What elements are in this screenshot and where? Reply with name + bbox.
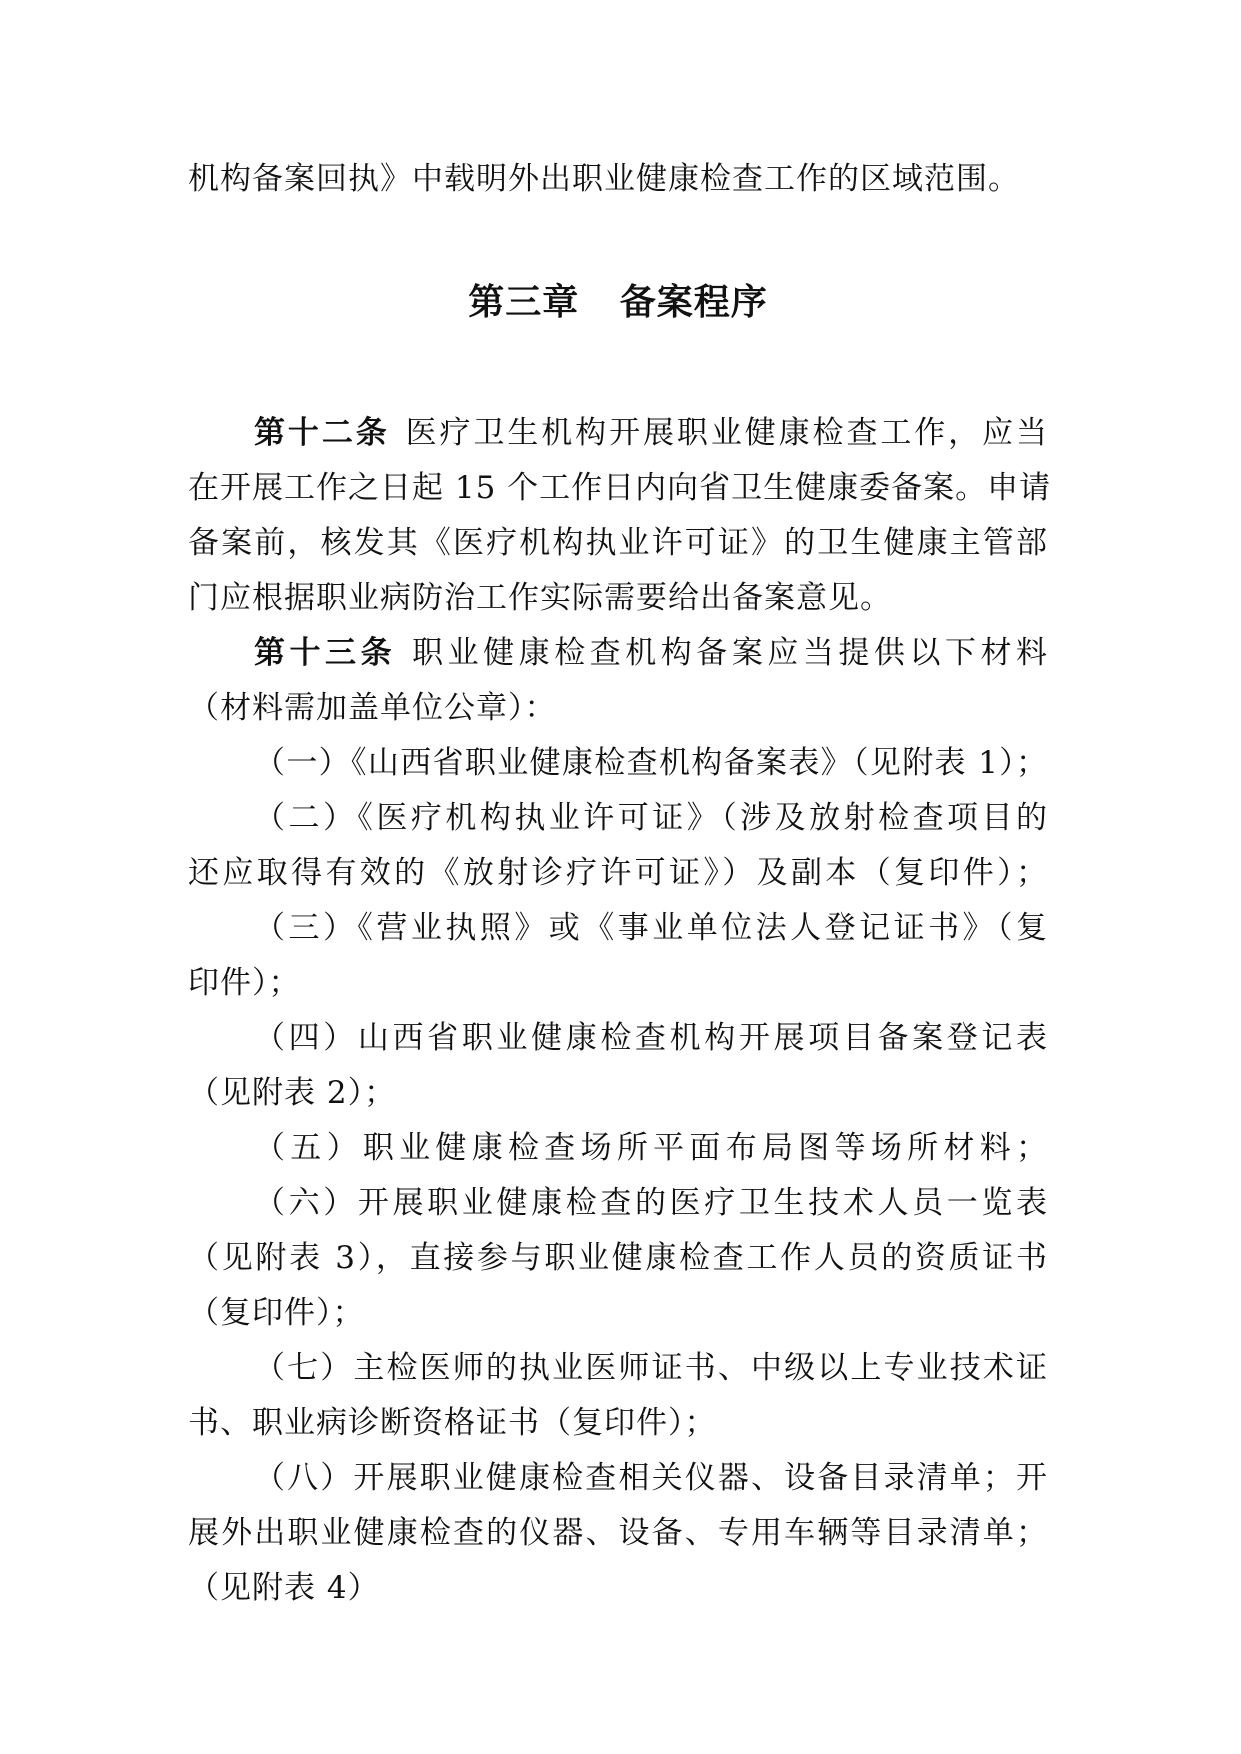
item-6-line-3: （复印件）； [188, 1295, 365, 1331]
article-12-line-4: 门应根据职业病防治工作实际需要给出备案意见。 [188, 580, 892, 616]
item-7-line-1: （七）主检医师的执业医师证书、中级以上专业技术证 [254, 1350, 1048, 1386]
article-12-line-2: 在开展工作之日起 15 个工作日内向省卫生健康委备案。申请 [188, 470, 1052, 506]
article-12-line-3: 备案前，核发其《医疗机构执业许可证》的卫生健康主管部 [188, 525, 1048, 561]
item-4-line-1: （四）山西省职业健康检查机构开展项目备案登记表 [254, 1020, 1048, 1056]
item-2-line-2: 还应取得有效的《放射诊疗许可证》）及副本（复印件）； [188, 855, 1048, 891]
article-12-number: 第十二条 [254, 415, 390, 451]
article-13-line-1 [188, 626, 1048, 681]
item-8-line-2: 展外出职业健康检查的仪器、设备、专用车辆等目录清单； [188, 1515, 1048, 1551]
item-1-line-1: （一）《山西省职业健康检查机构备案表》（见附表 1）； [254, 745, 1048, 781]
item-4-line-2: （见附表 2）； [188, 1075, 397, 1111]
item-5-line-1: （五）职业健康检查场所平面布局图等场所材料； [254, 1130, 1048, 1166]
item-8-line-3: （见附表 4） [188, 1570, 380, 1606]
article-12-text-1: 医疗卫生机构开展职业健康检查工作，应当 [405, 415, 1049, 451]
item-3-line-1: （三）《营业执照》或《事业单位法人登记证书》（复 [254, 910, 1048, 946]
article-13-line-2: （材料需加盖单位公章）： [188, 690, 557, 726]
article-13-number: 第十三条 [254, 635, 397, 671]
article-12-line-1 [188, 406, 1048, 461]
item-8-line-1: （八）开展职业健康检查相关仪器、设备目录清单；开 [254, 1460, 1048, 1496]
item-7-line-2: 书、职业病诊断资格证书（复印件）； [188, 1405, 717, 1441]
item-2-line-1: （二）《医疗机构执业许可证》（涉及放射检查项目的 [254, 800, 1048, 836]
item-6-line-1: （六）开展职业健康检查的医疗卫生技术人员一览表 [254, 1185, 1048, 1221]
opening-line: 机构备案回执》中载明外出职业健康检查工作的区域范围。 [188, 161, 1020, 197]
document-body [188, 152, 1052, 1616]
article-13-text-1: 职业健康检查机构备案应当提供以下材料 [412, 635, 1049, 671]
item-6-line-2: （见附表 3），直接参与职业健康检查工作人员的资质证书 [188, 1240, 1048, 1276]
chapter-title: 第三章 备案程序 [468, 282, 768, 323]
item-3-line-2: 印件）； [188, 965, 301, 1001]
